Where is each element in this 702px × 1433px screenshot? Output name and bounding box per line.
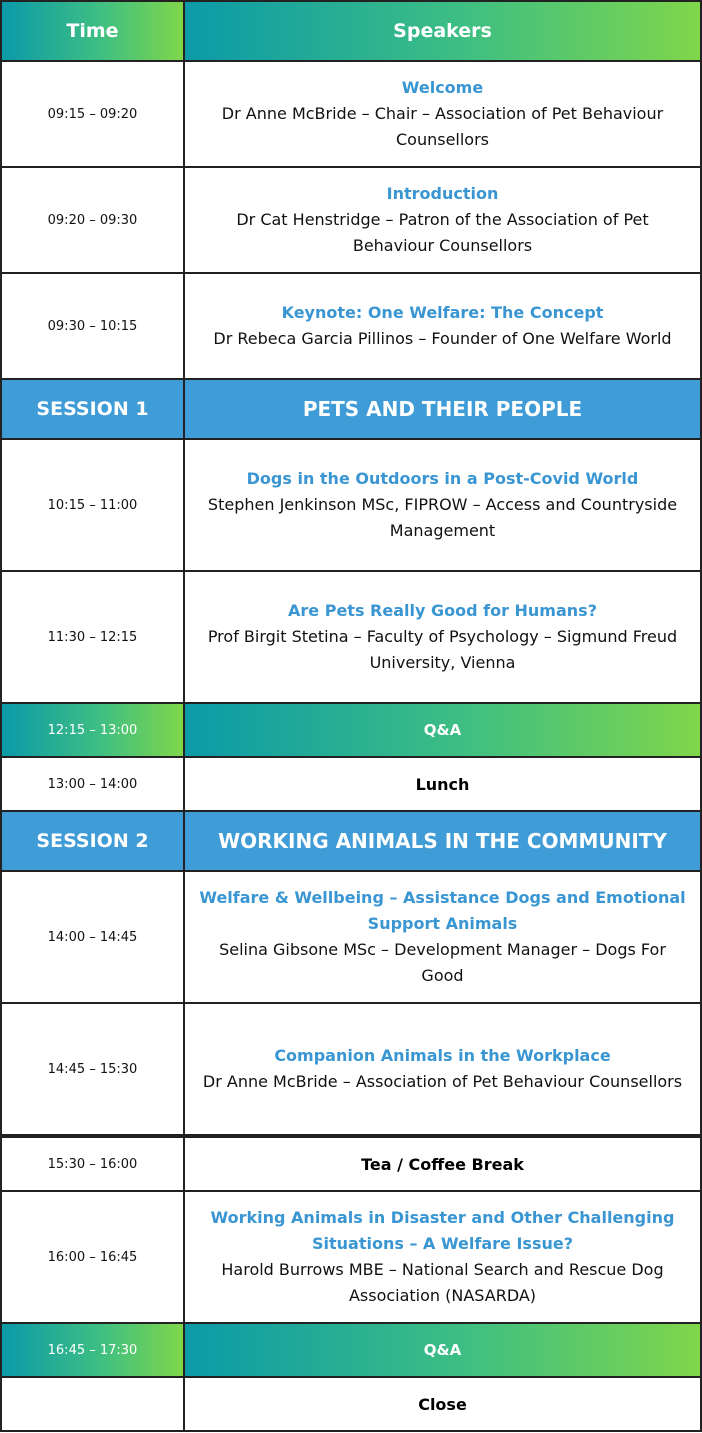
session-label: SESSION 2	[0, 810, 185, 872]
session-title: PETS AND THEIR PEOPLE	[183, 378, 702, 440]
talk-title: Companion Animals in the Workplace	[274, 1046, 611, 1065]
time-header: Time	[0, 0, 185, 62]
speaker-info: Stephen Jenkinson MSc, FIPROW – Access and Countryside Management	[207, 495, 678, 540]
time-cell: 09:20 – 09:30	[0, 166, 185, 274]
time-cell: 10:15 – 11:00	[0, 438, 185, 572]
time-cell: 16:45 – 17:30	[0, 1322, 185, 1378]
time-cell: 14:00 – 14:45	[0, 870, 185, 1004]
schedule-row	[0, 1190, 702, 1324]
talk-title: Welcome	[401, 78, 484, 97]
break-cell: Lunch	[183, 756, 702, 812]
break-row	[0, 756, 702, 812]
schedule-row	[0, 60, 702, 168]
session-label: SESSION 1	[0, 378, 185, 440]
time-cell: 11:30 – 12:15	[0, 570, 185, 704]
session-header-row	[0, 378, 702, 440]
time-cell: 15:30 – 16:00	[0, 1136, 185, 1192]
time-cell: 16:00 – 16:45	[0, 1190, 185, 1324]
talk-cell	[183, 1190, 702, 1324]
time-cell: 13:00 – 14:00	[0, 756, 185, 812]
break-row	[0, 1136, 702, 1192]
talk-cell	[183, 1002, 702, 1136]
schedule-row	[0, 570, 702, 704]
speaker-info: Harold Burrows MBE – National Search and Rescue Dog Association (NASARDA)	[221, 1260, 664, 1305]
time-cell: 14:45 – 15:30	[0, 1002, 185, 1136]
session-title: WORKING ANIMALS IN THE COMMUNITY	[183, 810, 702, 872]
speaker-info: Dr Anne McBride – Chair – Association of Pet Behaviour Counsellors	[221, 104, 664, 149]
talk-cell	[183, 870, 702, 1004]
qa-row	[0, 702, 702, 758]
qa-cell: Q&A	[183, 1322, 702, 1378]
speaker-info: Selina Gibsone MSc – Development Manager – Dogs For Good	[219, 940, 666, 985]
break-cell: Tea / Coffee Break	[183, 1136, 702, 1192]
schedule-row	[0, 272, 702, 380]
qa-cell: Q&A	[183, 702, 702, 758]
talk-cell	[183, 60, 702, 168]
time-cell	[0, 1376, 185, 1432]
talk-title: Dogs in the Outdoors in a Post-Covid World	[246, 469, 639, 488]
time-cell: 09:30 – 10:15	[0, 272, 185, 380]
header-row	[0, 0, 702, 62]
talk-title: Working Animals in Disaster and Other Challenging Situations – A Welfare Issue?	[210, 1208, 675, 1253]
talk-cell	[183, 438, 702, 572]
close-cell: Close	[183, 1376, 702, 1432]
talk-title: Are Pets Really Good for Humans?	[288, 601, 597, 620]
speaker-info: Prof Birgit Stetina – Faculty of Psychology – Sigmund Freud University, Vienna	[207, 627, 678, 672]
speaker-info: Dr Anne McBride – Association of Pet Behaviour Counsellors	[202, 1072, 683, 1091]
talk-cell	[183, 570, 702, 704]
schedule-row	[0, 438, 702, 572]
speaker-info: Dr Rebeca Garcia Pillinos – Founder of One Welfare World	[213, 329, 672, 348]
schedule-row	[0, 870, 702, 1004]
qa-row	[0, 1322, 702, 1378]
speaker-info: Dr Cat Henstridge – Patron of the Association of Pet Behaviour Counsellors	[236, 210, 649, 255]
schedule-row	[0, 166, 702, 274]
speakers-header: Speakers	[183, 0, 702, 62]
time-cell: 12:15 – 13:00	[0, 702, 185, 758]
talk-title: Keynote: One Welfare: The Concept	[281, 303, 604, 322]
schedule-row	[0, 1002, 702, 1136]
time-cell: 09:15 – 09:20	[0, 60, 185, 168]
session-header-row	[0, 810, 702, 872]
talk-title: Introduction	[386, 184, 499, 203]
talk-cell	[183, 272, 702, 380]
close-row	[0, 1376, 702, 1432]
talk-title: Welfare & Wellbeing – Assistance Dogs and Emotional Support Animals	[199, 888, 686, 933]
talk-cell	[183, 166, 702, 274]
